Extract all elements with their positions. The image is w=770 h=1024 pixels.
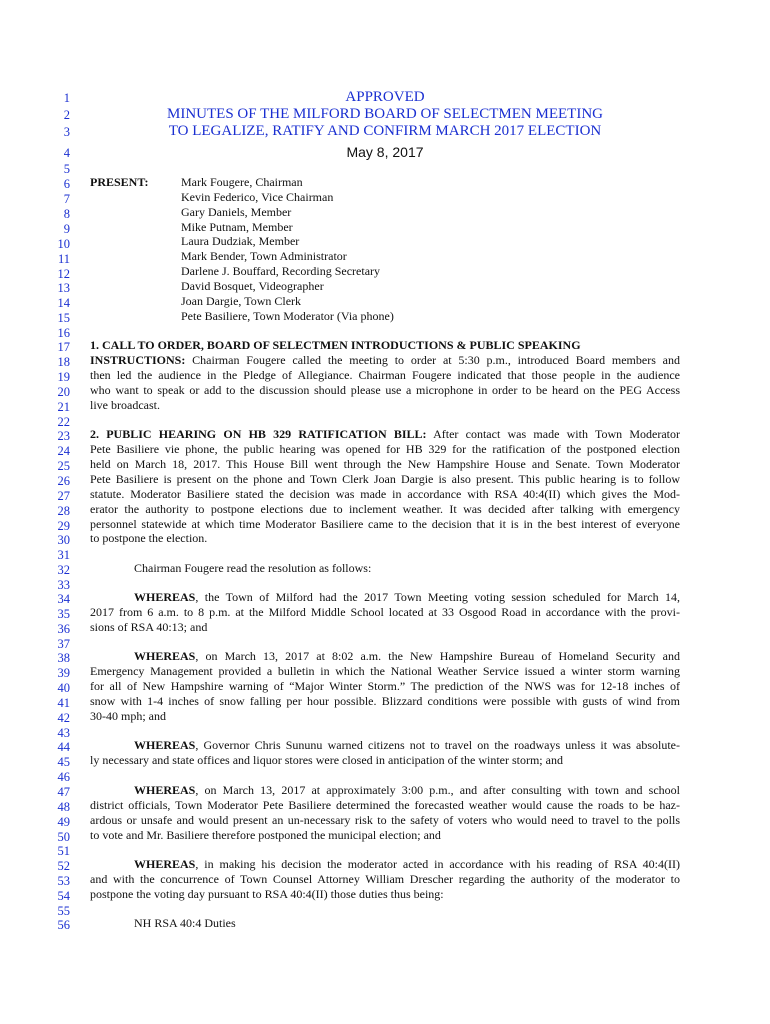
paragraph-text: then led the audience in the Pledge of Allegiance. Chairman Fougere indicated that those people in the audience [90,368,680,382]
whereas-5-line-1 [90,857,680,872]
line-number: 45 [57,755,70,769]
paragraph-text: statute. Moderator Basiliere stated the decision was made in accordance with RSA 40:4(II) which gives the Mod- [90,487,680,501]
whereas-3-line-1 [90,738,680,753]
line-number: 38 [57,651,70,665]
attendee-name: Pete Basiliere, Town Moderator (Via phone) [181,308,394,323]
attendee-name: Mark Bender, Town Administrator [181,249,347,264]
line-number: 42 [57,711,70,725]
line-number: 39 [57,666,70,680]
whereas-1-line-1 [90,590,680,605]
line-number: 48 [57,800,70,814]
section-2-line-23 [90,427,680,442]
paragraph-text: Emergency Management provided a bulletin in which the National Weather Service issued a winter storm warning [90,664,680,678]
line-number: 27 [57,489,70,503]
whereas-label: WHEREAS [134,590,196,604]
line-number: 40 [57,681,70,695]
section-2-heading: 2. PUBLIC HEARING ON HB 329 RATIFICATION BILL: [90,427,427,441]
line-number: 15 [57,311,70,325]
line-number: 49 [57,815,70,829]
line-number: 53 [57,874,70,888]
present-label: PRESENT: [90,175,149,189]
rsa-duties-heading: NH RSA 40:4 Duties [134,916,236,930]
paragraph-text: Chairman Fougere read the resolution as follows: [134,561,372,575]
paragraph-text: Pete Basiliere vie phone, the public hearing was opened for HB 329 for the ratification of the postponed election [90,442,680,456]
attendee-name: Gary Daniels, Member [181,204,292,219]
paragraph-text: who want to speak or add to the discussion should please use a microphone in order to be heard on the PEG Access [90,383,680,397]
line-number: 5 [63,162,70,176]
paragraph-text: , on March 13, 2017 at approximately 3:00 p.m., and after consulting with town and school [195,783,680,797]
attendee-name: Kevin Federico, Vice Chairman [181,189,334,204]
line-number: 1 [63,91,70,105]
line-number: 22 [57,415,70,429]
paragraph-text: After contact was made with Town Moderator [426,427,681,441]
line-number: 12 [57,267,70,281]
paragraph-text: to postpone the election. [90,531,208,545]
line-number: 28 [57,504,70,518]
line-number: 44 [57,740,70,754]
line-number: 3 [63,125,70,139]
paragraph-text: ly necessary and state offices and liquor stores were closed in anticipation of the winter storm; and [90,753,563,767]
line-number: 14 [57,296,70,310]
section-1-line-18 [90,353,680,368]
line-number: 26 [57,474,70,488]
line-number: 47 [57,785,70,799]
line-number: 34 [57,592,70,606]
attendee-name: Darlene J. Bouffard, Recording Secretary [181,264,381,279]
line-number: 20 [57,385,70,399]
paragraph-text: held on March 18, 2017. This House Bill went through the New Hampshire House and Senate. Town Moderator [90,457,680,471]
line-number: 35 [57,607,70,621]
document-title-line-2: TO LEGALIZE, RATIFY AND CONFIRM MARCH 2017 ELECTION [168,123,602,139]
paragraph-text: for all of New Hampshire warning of “Major Winter Storm.” The prediction of the NWS was for 12-18 inches of [90,679,680,693]
document-title-line-1: MINUTES OF THE MILFORD BOARD OF SELECTMEN MEETING [167,106,603,122]
line-number: 51 [57,844,70,858]
line-number: 16 [57,326,70,340]
line-number: 41 [57,696,70,710]
attendee-name: Mike Putnam, Member [181,219,293,234]
paragraph-text: sions of RSA 40:13; and [90,620,208,634]
line-number: 23 [57,429,70,443]
whereas-4-line-1 [90,783,680,798]
paragraph-text: Pete Basiliere is present on the phone and Town Clerk Joan Dargie is also present. This public hearing is to follow [90,472,680,486]
line-number: 56 [57,918,70,932]
paragraph-text: district officials, Town Moderator Pete Basiliere determined the forecasted weather would cause the roads to be haz- [90,798,680,812]
paragraph-text: , the Town of Milford had the 2017 Town Meeting voting session scheduled for March 14, [195,590,680,604]
line-number: 31 [57,548,70,562]
whereas-label: WHEREAS [134,649,196,663]
line-number: 4 [63,146,70,160]
paragraph-text: postpone the voting day pursuant to RSA 40:4(II) those duties thus being: [90,887,444,901]
line-number: 29 [57,519,70,533]
paragraph-text: , in making his decision the moderator acted in accordance with his reading of RSA 40:4(II) [195,857,680,871]
line-number: 2 [63,108,70,122]
meeting-date: May 8, 2017 [346,144,424,160]
paragraph-text: ardous or unsafe and would present an un-necessary risk to the safety of voters who would need to travel to the polls [90,813,680,827]
line-number: 21 [57,400,70,414]
line-number: 54 [57,889,70,903]
line-number: 17 [57,340,70,354]
line-number: 55 [57,904,70,918]
attendee-name: Joan Dargie, Town Clerk [181,293,302,308]
line-number: 52 [57,859,70,873]
line-number: 8 [63,207,70,221]
line-number: 25 [57,459,70,473]
paragraph-text: , Governor Chris Sununu warned citizens not to travel on the roadways unless it was absolute- [195,738,680,752]
attendee-name: Laura Dudziak, Member [181,234,300,249]
line-number: 43 [57,726,70,740]
paragraph-text: Chairman Fougere called the meeting to order at 5:30 p.m., introduced Board members and [185,353,680,367]
line-number: 11 [57,252,70,266]
line-number: 46 [57,770,70,784]
section-1-heading-cont: INSTRUCTIONS: [90,353,186,367]
line-number: 18 [57,355,70,369]
section-1-heading-text: 1. CALL TO ORDER, BOARD OF SELECTMEN INTRODUCTIONS & PUBLIC SPEAKING [90,338,581,352]
line-number: 33 [57,578,70,592]
paragraph-text: and with the concurrence of Town Counsel Attorney William Drescher regarding the authority of the moderator to [90,872,680,886]
paragraph-text: 30-40 mph; and [90,709,166,723]
paragraph-text: 2017 from 6 a.m. to 8 p.m. at the Milford Middle School located at 33 Osgood Road in accordance with the provi- [90,605,680,619]
line-number: 6 [63,177,70,191]
paragraph-text: snow with 1-4 inches of snow falling per hour possible. Blizzard conditions were possible with gusts of wind from [90,694,680,708]
line-number: 36 [57,622,70,636]
paragraph-text: erator the authority to postpone elections due to inclement weather. It was decided after talking with emergency [90,502,680,516]
line-number: 7 [63,192,70,206]
line-number: 9 [63,222,70,236]
attendee-name: Mark Fougere, Chairman [181,175,303,189]
line-number: 32 [57,563,70,577]
line-number: 10 [57,237,70,251]
attendee-name: David Bosquet, Videographer [181,278,324,293]
whereas-label: WHEREAS [134,857,196,871]
line-number: 19 [57,370,70,384]
whereas-label: WHEREAS [134,738,196,752]
paragraph-text: to vote and Mr. Basiliere therefore postponed the municipal election; and [90,828,441,842]
line-number: 30 [57,533,70,547]
whereas-label: WHEREAS [134,783,196,797]
line-number: 24 [57,444,70,458]
line-number: 50 [57,830,70,844]
line-number: 13 [57,281,70,295]
approved-label: APPROVED [345,89,425,105]
paragraph-text: personnel statewide at which time Moderator Basiliere came to the decision that it is in the best interest of everyone [90,517,680,531]
paragraph-text: , on March 13, 2017 at 8:02 a.m. the New Hampshire Bureau of Homeland Security and [195,649,680,663]
paragraph-text: live broadcast. [90,398,160,412]
section-1-heading [90,338,680,353]
line-number: 37 [57,637,70,651]
whereas-2-line-1 [90,649,680,664]
